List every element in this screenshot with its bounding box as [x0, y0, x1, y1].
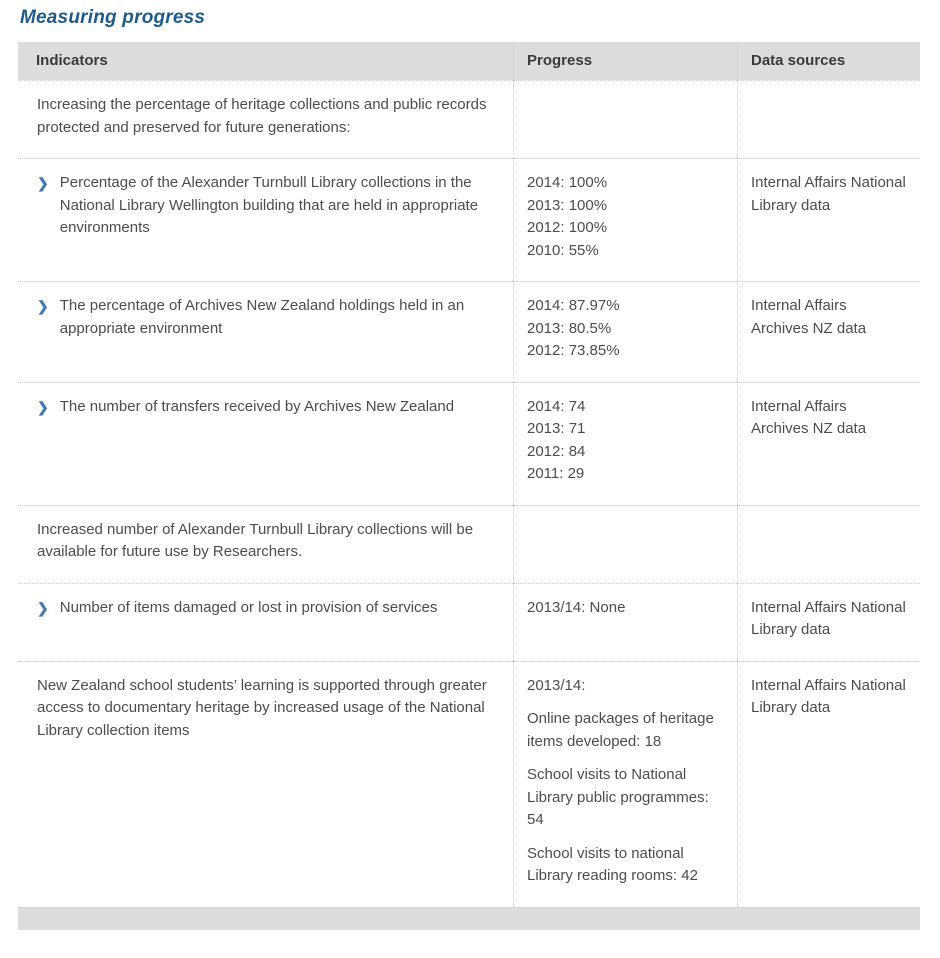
progress-line: 2013: 80.5% — [527, 319, 612, 337]
data-source-cell: Internal Affairs National Library data — [737, 661, 920, 907]
progress-cell — [513, 583, 737, 661]
chevron-right-icon: ❯ — [37, 398, 49, 415]
column-header-progress: Progress — [513, 42, 737, 80]
table-body — [18, 80, 920, 907]
indicator-text: Number of items damaged or lost in provision of services — [59, 598, 438, 616]
indicator-text: Percentage of the Alexander Turnbull Library collections in the National Library Wellington building that are held in appropriate environments — [59, 174, 479, 236]
data-source-cell: Internal Affairs Archives NZ data — [737, 382, 920, 505]
progress-line: 2013/14: None — [527, 598, 626, 616]
progress-line: 2014: 87.97% — [527, 297, 620, 314]
progress-line: 2010: 55% — [527, 241, 599, 259]
table-row — [18, 505, 920, 583]
column-header-indicators: Indicators — [36, 52, 108, 69]
progress-line: 2011: 29 — [527, 465, 585, 482]
table-footer-bar — [18, 907, 920, 930]
table-row — [18, 382, 920, 505]
column-header-data-sources: Data sources — [737, 42, 920, 80]
indicator-cell — [18, 281, 513, 382]
progress-line: 2012: 100% — [527, 219, 608, 236]
indicator-cell — [18, 382, 513, 505]
progress-cell — [513, 661, 737, 907]
data-source-cell — [737, 505, 920, 583]
progress-line: 2013/14: — [527, 676, 586, 694]
indicator-cell — [18, 80, 513, 158]
table-header-row — [18, 42, 920, 80]
progress-line: 2014: 74 — [527, 397, 586, 415]
progress-line: Online packages of heritage items developed: 18 — [527, 710, 714, 750]
table-row — [18, 158, 920, 281]
chevron-right-icon: ❯ — [37, 298, 49, 314]
table-row — [18, 281, 920, 382]
indicator-text: Increased number of Alexander Turnbull Library collections will be available for future use by Researchers. — [37, 520, 474, 560]
progress-line: 2013: 71 — [527, 420, 586, 437]
indicator-cell — [18, 505, 513, 583]
data-source-cell: Internal Affairs National Library data — [737, 158, 920, 281]
indicator-text: Increasing the percentage of heritage collections and public records protected and preserved for future generations: — [37, 96, 487, 136]
progress-line: 2012: 84 — [527, 442, 586, 460]
progress-cell — [513, 281, 737, 382]
measuring-progress-table — [18, 42, 920, 930]
progress-cell — [513, 158, 737, 281]
data-source-cell — [737, 80, 920, 158]
progress-line: 2014: 100% — [527, 174, 608, 191]
table-row — [18, 80, 920, 158]
indicator-text: The percentage of Archives New Zealand holdings held in an appropriate environment — [59, 297, 465, 337]
data-source-cell: Internal Affairs Archives NZ data — [737, 281, 920, 382]
progress-line: School visits to National Library public programmes: 54 — [527, 766, 709, 828]
table-row — [18, 583, 920, 661]
progress-line: School visits to national Library reading rooms: 42 — [527, 844, 698, 884]
page-title: Measuring progress — [20, 7, 206, 28]
progress-cell — [513, 505, 737, 583]
indicator-cell — [18, 661, 513, 907]
chevron-right-icon: ❯ — [37, 175, 49, 191]
indicator-cell — [18, 583, 513, 661]
progress-cell — [513, 382, 737, 505]
table-row — [18, 661, 920, 907]
progress-line: 2012: 73.85% — [527, 342, 620, 359]
indicator-text: New Zealand school students’ learning is supported through greater access to documentary heritage by increased usage of the National Library collection items — [37, 676, 487, 739]
progress-line: 2013: 100% — [527, 196, 608, 214]
chevron-right-icon: ❯ — [37, 599, 49, 616]
indicator-cell — [18, 158, 513, 281]
progress-cell — [513, 80, 737, 158]
indicator-text: The number of transfers received by Archives New Zealand — [59, 397, 455, 415]
data-source-cell: Internal Affairs National Library data — [737, 583, 920, 661]
